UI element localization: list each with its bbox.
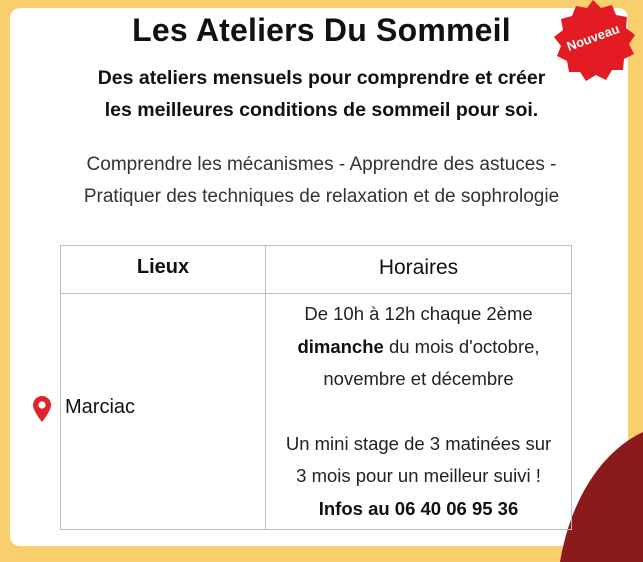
subtitle-line: les meilleures conditions de sommeil pour soi. bbox=[104, 99, 539, 121]
schedule-line: Un mini stage de 3 matinées sur bbox=[285, 432, 552, 454]
badge-label: Nouveau bbox=[564, 21, 622, 54]
contact-phone[interactable]: Infos au 06 40 06 95 36 bbox=[318, 497, 519, 519]
subtitle-line: Des ateliers mensuels pour comprendre et créer bbox=[97, 67, 546, 89]
schedule-table bbox=[60, 245, 572, 530]
corner-decoration bbox=[560, 432, 643, 562]
location-pin-icon bbox=[33, 396, 51, 422]
tagline bbox=[0, 149, 643, 213]
schedule-text bbox=[266, 298, 571, 525]
header-horaires: Horaires bbox=[378, 256, 459, 279]
header-divider bbox=[61, 293, 571, 294]
subtitle bbox=[0, 62, 643, 126]
schedule-line bbox=[266, 331, 571, 364]
schedule-line: 3 mois pour un meilleur suivi ! bbox=[296, 465, 541, 486]
schedule-day: dimanche bbox=[297, 335, 384, 357]
tagline-line: Pratiquer des techniques de relaxation et de sophrologie bbox=[83, 186, 560, 207]
tagline-line: Comprendre les mécanismes - Apprendre des astuces - bbox=[86, 154, 557, 175]
location-name: Marciac bbox=[65, 396, 136, 418]
schedule-line-rest: du mois d'octobre, bbox=[383, 335, 540, 357]
header-lieux: Lieux bbox=[136, 256, 190, 278]
schedule-line: De 10h à 12h chaque 2ème bbox=[304, 303, 533, 324]
page-title: Les Ateliers Du Sommeil bbox=[132, 12, 511, 48]
schedule-line: novembre et décembre bbox=[323, 368, 514, 389]
